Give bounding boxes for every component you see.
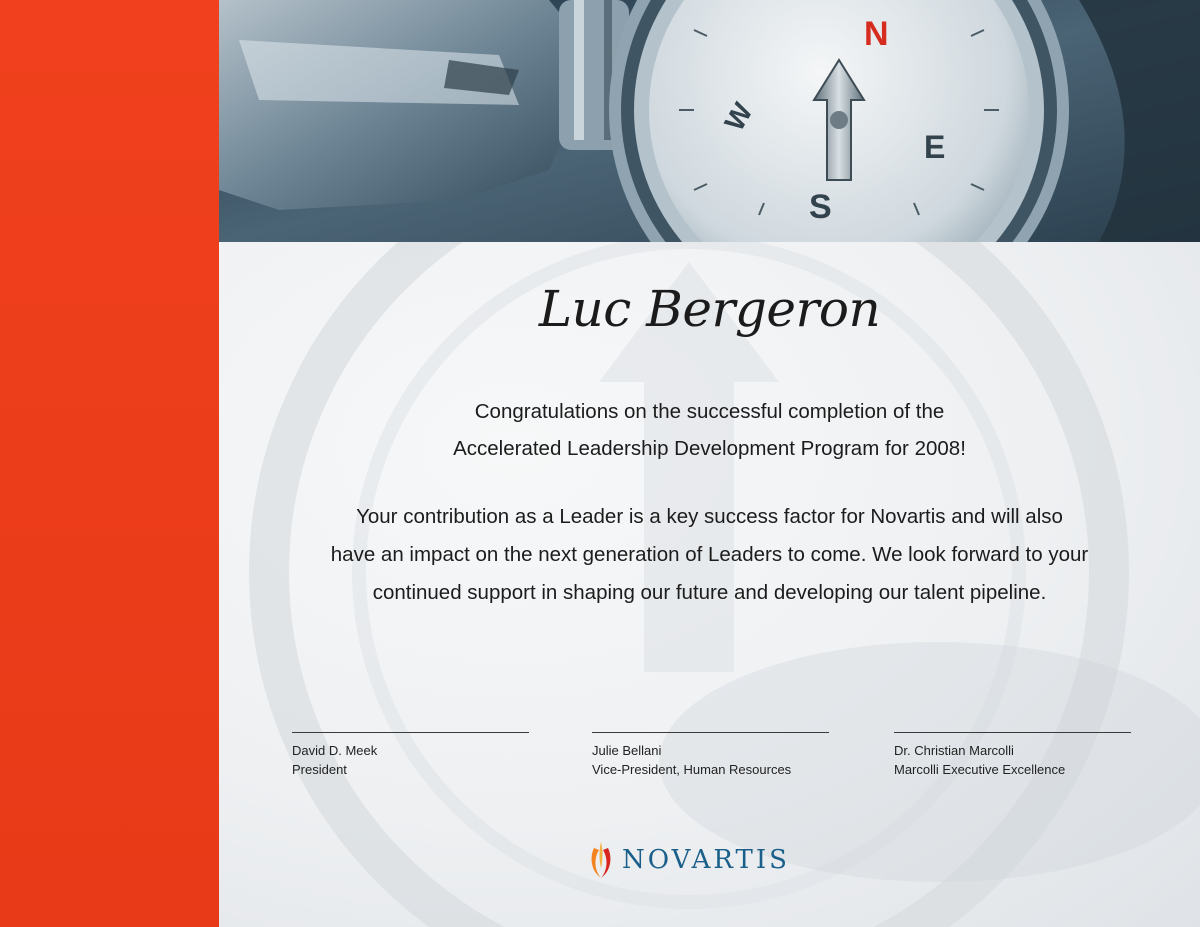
compass-north-label: N (864, 15, 889, 53)
compass-south-label: S (809, 188, 832, 226)
novartis-flame-icon (590, 840, 612, 880)
compass-west-label: W (718, 97, 759, 136)
compass-banner-image (219, 0, 1200, 242)
congratulations-message (219, 393, 1200, 467)
congratulations-line: Congratulations on the successful completion of the (474, 400, 945, 423)
contribution-message (219, 498, 1200, 612)
congratulations-line: Accelerated Leadership Development Program for 2008! (453, 437, 966, 460)
signatory-title: President (292, 762, 347, 777)
signatory-name: Julie Bellani (592, 743, 662, 758)
compass-east-label: E (924, 129, 946, 165)
contribution-line: continued support in shaping our future and developing our talent pipeline. (372, 581, 1047, 604)
contribution-line: Your contribution as a Leader is a key success factor for Novartis and will also (356, 505, 1063, 528)
contribution-line: have an impact on the next generation of Leaders to come. We look forward to your (330, 543, 1089, 566)
signatory-name: David D. Meek (292, 743, 378, 758)
signatory-name: Dr. Christian Marcolli (894, 743, 1014, 758)
recipient-name: Luc Bergeron (538, 280, 881, 338)
signature-block (292, 732, 529, 779)
novartis-logo (590, 838, 790, 882)
accent-color-band (0, 0, 219, 927)
signature-block (592, 732, 829, 779)
signatory-title: Vice-President, Human Resources (592, 762, 792, 777)
signature-block (894, 732, 1131, 779)
novartis-wordmark: NOVARTIS (622, 845, 790, 875)
signatory-title: Marcolli Executive Excellence (894, 762, 1066, 777)
